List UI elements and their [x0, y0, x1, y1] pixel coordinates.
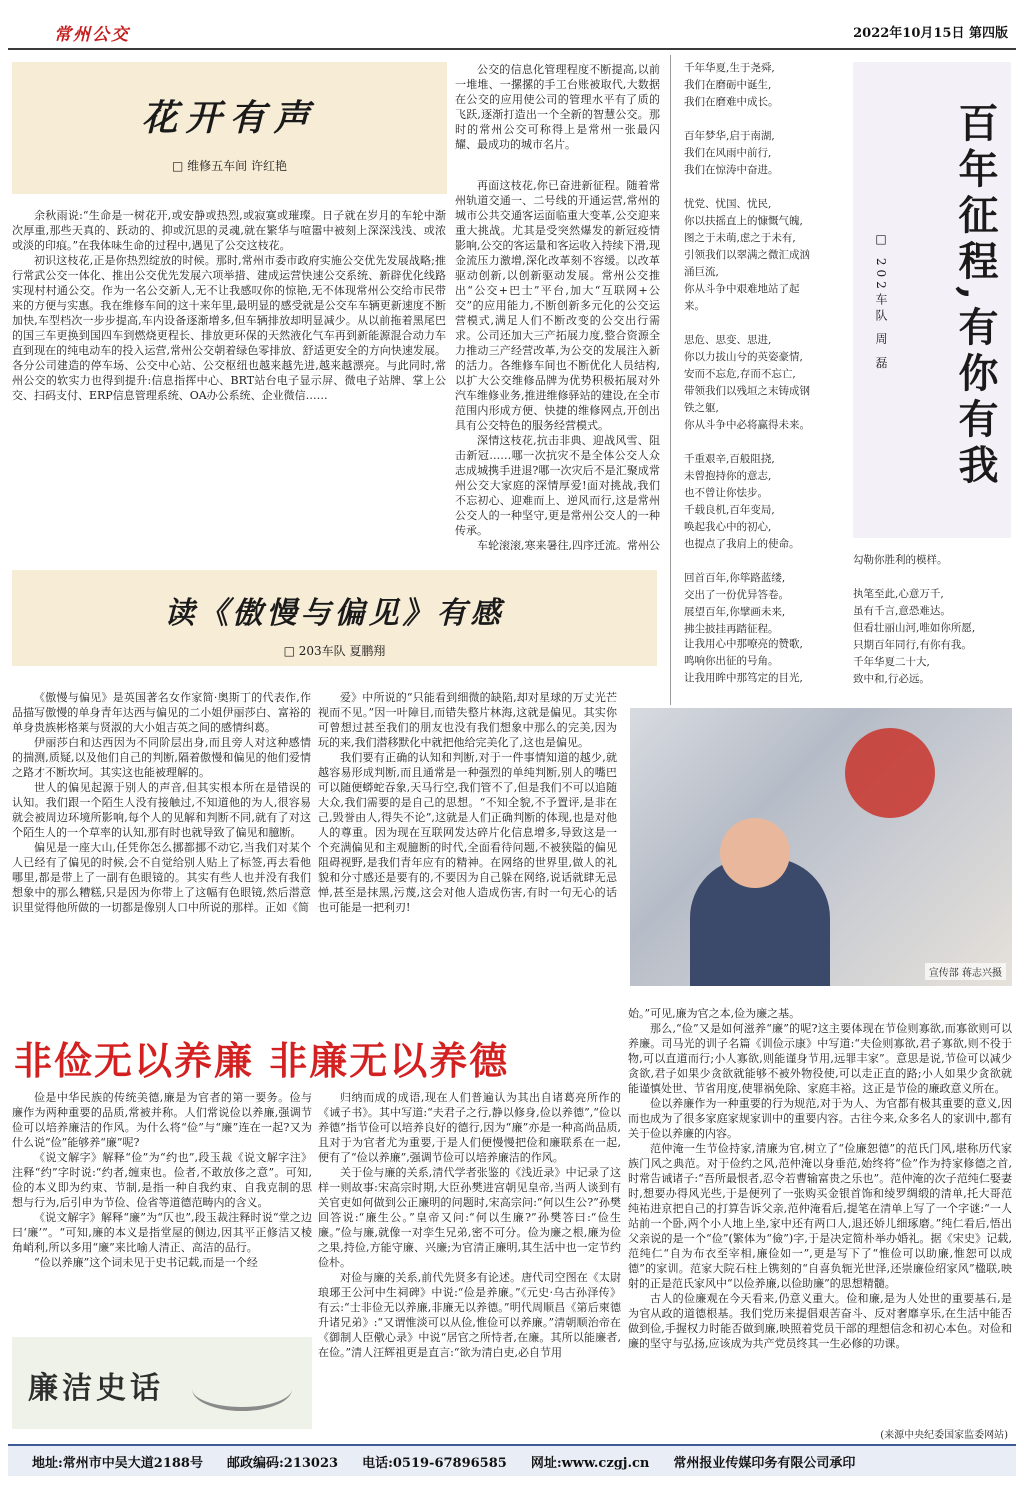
- poem-col-1-end: 让我用心中那嘹亮的赞歌, 鸣响你出征的号角。 让我用眸中那笃定的目光,: [684, 638, 803, 684]
- photo-bus-interior: [630, 708, 1012, 986]
- article-3-title: 非俭无以养廉 非廉无以养德: [14, 1038, 510, 1083]
- paragraph: 偏见是一座大山,任凭你怎么挪都挪不动它,当我们对某个人已经有了偏见的时候,会不自觉给别人贴上了标签,再去看他哪里,都是带上了一副有色眼镜的。其实有些人也并没有我们想象中的那么糟糕,只是因为你带上了这幅有色眼镜,然后潜意识里觉得他所做的一切都是像别人口中所说的那样。正如《简: [12, 841, 311, 914]
- poem-title: 百年征程,有你有我: [952, 102, 999, 490]
- poem-col-1: 千年华夏,生于尧舜, 我们在磨砺中诞生, 我们在磨难中成长。 百年梦华,启于南湖, 我们在风雨中前行, 我们在惊涛中奋进。 忧党、忧国、忧民, 你以扶摇直上的慷慨气魄, 图之于未萌,虑之于未有, 引领我们以翠满之微汇成汹 涌巨流, 你从斗争中艰难地站了起 来。 思危、思变、思进, 你以力拔山兮的英姿豪情, 安而不忘危,存而不忘亡, 带领我们以残垣之末铸成钢 铁之躯, 你从斗争中必将赢得未来。 千重艰辛,百般阻挠, 未曾抱持你的意志, 也不曾让你怯步。 千载良机,百年变局, 唤起我心中的初心, 也提点了我肩上的使命。 回首百年,你筚路蓝缕, 交出了一份优异答卷。 展望百年,你擘画未来, 拂尘披挂再踏征程。: [684, 62, 810, 635]
- banner-block: [12, 1337, 312, 1429]
- article-2-title-block: [12, 570, 657, 666]
- article-1-title-block: [12, 62, 447, 194]
- article-2-col-2: [318, 690, 617, 1025]
- book-icon: [192, 1367, 292, 1411]
- paragraph: “俭以养廉”这个词未见于史书记载,而是一个经: [34, 1256, 258, 1269]
- footer-postcode: 邮政编码:213023: [226, 1455, 339, 1471]
- paragraph: 再面这枝花,你已奋进新征程。随着常州轨道交通一、二号线的开通运营,常州的城市公共交通客运面临重大变革,公交迎来重大挑战。尤其是受突然爆发的新冠疫情影响,公交的客运量和客运收入持续下滑,现金流压力激增,深化改革刻不容缓。以改革驱动创新,以创新驱动发展。常州公交推出“公交+巴士”平台,加大“互联网+公交”的应用能力,不断创新多元化的公交运营模式,满足人们不断改变的公交出行需求。公司还加大三产拓展力度,整合资源全力推动三产经营改革,为公交的发展注入新的活力。各维修车间也不断优化人员结构,以扩大公交维修品牌为优势积极拓展对外汽车维修业务,推进维修驿站的建设,在全市范围内形成方便、快捷的维修网点,开创出具有公交特色的服务经营模式。: [455, 179, 660, 432]
- article-1-title: 花开有声: [141, 97, 318, 139]
- paragraph: 伊丽莎白和达西因为不同阶层出身,而且旁人对这种感情的揣测,质疑,以及他们自己的判断,隔着傲慢和偏见的他们爱情之路才不断坎坷。其实这也能被理解的。: [12, 736, 311, 779]
- paragraph: 爱》中所说的“只能看到细微的缺陷,却对星球的万丈光芒视而不见。”因一叶障目,而错失整片林海,这就是偏见。其实你可曾想过甚至我们的朋友也没有我们想象中那么的完美,因为玩的来,我们潜移默化中就把他给完美化了,这也是偏见。: [318, 691, 617, 749]
- poem-col-2: 勾勒你胜利的模样。 执笔至此,心意万千, 虽有千言,意恐难达。 但看壮丽山河,唯如你所愿, 只期百年同行,有你有我。 千年华夏二十大, 致中和,行必远。: [853, 554, 976, 685]
- footer-phone: 电话:0519-67896585: [362, 1455, 507, 1471]
- column-divider: [670, 55, 671, 705]
- poem-title-block: [853, 62, 1011, 538]
- newspaper-logo: 常州公交: [54, 25, 130, 45]
- paragraph: 《说文解字》解释“俭”为“约也”,段玉裁《说文解字注》注释“约”字时说:“约者,缠束也。俭者,不敢放侈之意”。可知,俭的本义即为约束、节制,是指一种自我约束、自我克制的思想与行为,后引申为节俭、俭省等道德范畴内的含义。: [12, 1151, 312, 1209]
- masthead-rule: [8, 48, 1016, 50]
- article-3-col-2: [318, 1090, 621, 1435]
- paragraph: 归纳而成的成语,现在人们普遍认为其出自诸葛亮所作的《诫子书》。其中写道:“夫君子之行,静以修身,俭以养德”,“俭以养德”指节俭可以培养良好的德行,因为“廉”亦是一种高尚品质,且对于为官者尤为重要,于是人们便慢慢把俭和廉联系在一起,便有了“俭以养廉”,强调节俭可以培养廉洁的作风。: [318, 1091, 621, 1164]
- paragraph: 俭是中华民族的传统美德,廉是为官者的第一要务。俭与廉作为两种重要的品质,常被并称。人们常说俭以养廉,强调节俭可以培养廉洁的作风。为什么将“俭”与“廉”连在一起?又为什么说“俭”能够养“廉”呢?: [12, 1091, 312, 1149]
- festive-decoration: [845, 728, 935, 818]
- article-3-col-3: [628, 1006, 1012, 1424]
- article-3-col-1: [12, 1090, 312, 1315]
- article-2-col-1: [12, 690, 311, 1025]
- banner-title: 廉洁史话: [28, 1371, 164, 1406]
- paragraph: 那么,“俭”又是如何滋养“廉”的呢?这主要体现在节俭则寡欲,而寡欲则可以养廉。司马光的训子名篇《训俭示康》中写道:“夫俭则寡欲,君子寡欲,则不役于物,可以直道而行;小人寡欲,则能谨身节用,远罪丰家”。意思是说,节俭可以减少贪欲,君子如果少贪欲就能够不被外物役使,可以走正直的路;小人如果少贪欲就能谨慎处世、节省用度,使罪祸免除、家庭丰裕。这正是节俭的廉政意义所在。: [628, 1022, 1012, 1095]
- footer-printer: 常州报业传媒印务有限公司承印: [673, 1455, 856, 1471]
- paragraph: 俭以养廉作为一种重要的行为规范,对于为人、为官都有极其重要的意义,因而也成为了很多家庭家规家训中的重要内容。古往今来,众多名人的家训中,都有关于俭以养廉的内容。: [628, 1097, 1012, 1140]
- paragraph: 公交的信息化管理程度不断提高,以前一堆堆、一摞摞的手工台账被取代,大数据在公交的应用使公司的管理水平有了质的飞跃,逐渐打造出一个全新的智慧公交。那时的常州公交可称得上是常州一张最闪耀、最成功的城市名片。: [455, 63, 660, 151]
- article-2-title: 读《傲慢与偏见》有感: [164, 596, 505, 631]
- issue-date: 2022年10月15日 第四版: [853, 26, 1008, 41]
- paragraph: 《傲慢与偏见》是英国著名女作家简·奥斯丁的代表作,作品描写傲慢的单身青年达西与偏见的二小姐伊丽莎白、富裕的单身贵族彬格莱与贤淑的大小姐吉英之间的感情纠葛。: [12, 691, 311, 734]
- paragraph: 车轮滚滚,寒来暑往,四序迁流。常州公: [477, 539, 660, 550]
- paragraph: 范仲淹一生节俭持家,清廉为官,树立了“俭廉恕德”的范氏门风,堪称历代家族门风之典范。对于俭约之风,范仲淹以身垂范,始终将“俭”作为持家修德之首,时常告诫诸子:“吾所最恨者,忍令若曹输富贵之乐也”。范仲淹的次子范纯仁娶妻时,想要办得风光些,于是便列了一张购买金银首饰和绫罗绸缎的清单,托大哥范纯祐进京把自己的打算告诉父亲,范仲淹看后,提笔在清单上写了一个字谜:“一人站前一个卧,两个小人地上坐,家中还有两口人,退还娇儿细琢磨。”纯仁看后,悟出父亲说的是一个“俭”(繁体为“儉”)字,于是决定简朴举办婚礼。据《宋史》记载,范纯仁“自为布衣至宰相,廉俭如一”,更是写下了“惟俭可以助廉,惟恕可以成德”的家训。范家大院石柱上镌刻的“自喜负轭光世泽,还崇廉俭绍家风”楹联,映射的正是范氏家风中“以俭养廉,以俭助廉”的思想精髓。: [628, 1142, 1012, 1290]
- paragraph: 始。”可见,廉为官之本,俭为廉之基。: [628, 1007, 801, 1020]
- article-1-col-1: [12, 208, 446, 550]
- worker-head: [720, 818, 790, 888]
- paragraph: 《说文解字》解释“廉”为“仄也”,段玉裁注释时说“堂之边曰‘廉’”。“可知,廉的本义是指堂屋的侧边,因其平正修洁又棱角峭利,所以多用“廉”来比喻人清正、高洁的品行。: [12, 1211, 312, 1254]
- photo-caption: 宣传部 蒋志兴摄: [925, 963, 1006, 980]
- article-1-byline: □ 维修五车间 许红艳: [172, 159, 287, 173]
- footer-address: 地址:常州市中吴大道2188号: [32, 1455, 203, 1471]
- footer-bar: [8, 1444, 1016, 1476]
- paragraph: 古人的俭廉观在今天看来,仍意义重大。俭和廉,是为人处世的重要基石,是为官从政的道德根基。我们党历来提倡艰苦奋斗、反对奢靡享乐,在生活中能否做到俭,手握权力时能否做到廉,映照着党员干部的理想信念和初心本色。对俭和廉的坚守与弘扬,应该成为共产党员终其一生必修的功课。: [628, 1292, 1012, 1350]
- paragraph: 余秋雨说:“生命是一树花开,或安静或热烈,或寂寞或璀璨。日子就在岁月的车轮中渐次厚重,那些天真的、跃动的、抑或沉思的灵魂,就在繁华与喧嚣中被刻上深深浅浅、或浓或淡的印痕。”在我体味生命的过程中,遇见了公交这枝花。: [12, 209, 446, 252]
- article-1-col-2-top: [455, 62, 660, 178]
- footer-website[interactable]: 网址:www.czgj.cn: [530, 1455, 650, 1471]
- article-3-source: (来源中央纪委国家监委网站): [880, 1430, 1008, 1441]
- paragraph: 关于俭与廉的关系,清代学者张鉴的《浅近录》中记录了这样一则故事:宋高宗时期,大臣孙樊进宫朝见皇帝,当两人谈到有关官吏如何做到公正廉明的问题时,宋高宗问:“何以生公?”孙樊回答说:“廉生公。”皇帝又问:“何以生廉?”孙樊答曰:“俭生廉。”俭与廉,就像一对孪生兄弟,密不可分。俭为廉之根,廉为俭之果,持俭,方能守廉、兴廉;为官清正廉明,其生活中也一定节约俭朴。: [318, 1166, 621, 1269]
- paragraph: 初识这枝花,正是你热烈绽放的时候。那时,常州市委市政府实施公交优先发展战略;推行常武公交一体化、推出公交优先发展六项举措、建成运营快速公交系统、新辟优化线路实现村村通公交。作为一名公交新人,无不让我感叹你的惊艳,无不体现常州公交给市民带来的方便与实惠。我在维修车间的这十来年里,最明显的感受就是公交车车辆更新速度不断加快,车型档次一步步提高,车内设备逐渐增多,但车辆排放却明显减少。从以前拖着黑尾巴的国三车更换到国四车到燃烧更程长、排放更环保的天然液化气车再到新能源混合动力车直到现在的纯电动车的投入运营,常州公交朝着绿色零排放、舒适更安全的方向快速发展。各分公司建造的停车场、公交中心站、公交枢纽也越来越先进,越来越漂亮。与此同时,常州公交的软实力也得到提升:信息指挥中心、BRT站台电子显示屏、微电子站牌、掌上公交、扫码支付、ERP信息管理系统、OA办公系统、企业微信……: [12, 254, 446, 402]
- article-2-byline: □ 203车队 夏鹏翔: [283, 644, 386, 658]
- paragraph: 世人的偏见起源于别人的声音,但其实根本所在是错误的认知。我们跟一个陌生人没有接触过,不知道他的为人,很容易就会被周边环境所影响,每个人的见解和判断不同,就有了对这个陌生人的一个草率的认知,那有时也就导致了偏见和臆断。: [12, 781, 311, 839]
- paragraph: 深情这枝花,抗击非典、迎战风雪、阻击新冠……哪一次抗灾不是全体公交人众志成城携手进退?哪一次灾后不是汇聚成常州公交大家庭的深情厚爱!面对挑战,我们不忘初心、迎难而上、逆风而行,这是常州公交人的一种坚守,更是常州公交人的一种传承。: [455, 434, 660, 537]
- poem-byline: □ 202车队 周 磊: [874, 232, 888, 373]
- paragraph: 对俭与廉的关系,前代先贤多有论述。唐代司空图在《太尉琅琊王公河中生祠碑》中说:“俭是养廉。”《元史·乌古孙泽传》有云:“士非俭无以养廉,非廉无以养德。”明代周顺昌《第后柬德升诸兄弟》:“又谓惟淡可以从俭,惟俭可以养廉。”清朝顺治帝在《御制人臣儆心录》中说“居官之所恃者,在廉。其所以能廉者,在俭。”清人汪辉祖更是直言:“欲为清白吏,必自节用: [318, 1271, 621, 1359]
- paragraph: 我们要有正确的认知和判断,对于一件事情知道的越少,就越容易形成判断,而且通常是一种强烈的单纯判断,别人的嘴巴可以随便蟒蛇吞象,天马行空,我们管不了,但是我们不可以追随大众,我们需要的是自己的思想。“不知全貌,不予置评,是非在己,毁誉由人,得失不论”,这就是人们正确判断的体现,也是对他人的尊重。因为现在互联网发达碎片化信息增多,导致这是一个充满偏见和主观臆断的时代,全面看待问题,不被狭隘的偏见阻碍视野,是我们青年应有的精神。在网络的世界里,做人的礼貌和分寸感还是要有的,不要因为自己躲在网络,说话就肆无忌惮,甚至是抹黑,污蔑,这会对他人造成伤害,有时一句无心的话也可能是一把利刃!: [318, 751, 617, 914]
- article-1-col-2: [455, 178, 660, 550]
